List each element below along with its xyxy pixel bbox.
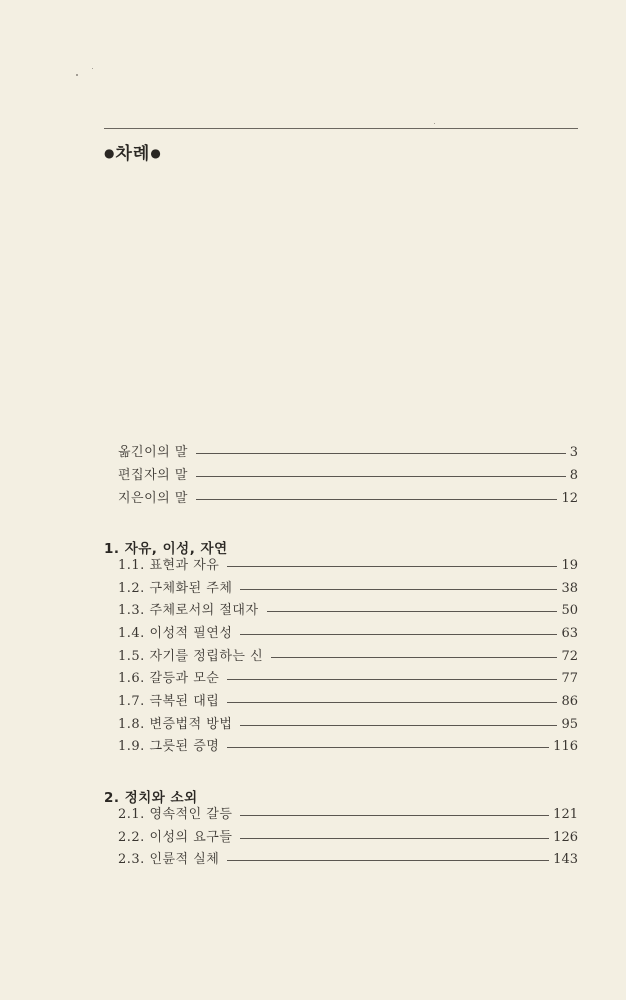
toc-entry-title: 1.7. 극복된 대립 [118, 694, 220, 709]
toc-entry[interactable] [118, 466, 578, 486]
toc-entry-title: 편집자의 말 [118, 468, 188, 483]
part-title[interactable]: 2. 정치와 소외 [104, 790, 198, 806]
toc-entry-page: 116 [553, 739, 578, 754]
toc-entry[interactable] [118, 624, 578, 644]
toc-entry-page: 19 [561, 558, 578, 573]
dot-leader [196, 476, 566, 477]
toc-entry-page: 8 [569, 468, 578, 483]
toc-entry[interactable] [118, 443, 578, 463]
dot-leader [267, 611, 558, 612]
bullet-left-icon: ● [104, 146, 116, 160]
toc-entry[interactable] [118, 828, 578, 848]
top-rule [104, 128, 578, 129]
dot-leader [227, 747, 549, 748]
dot-leader [227, 860, 549, 861]
toc-entry-page: 126 [553, 830, 578, 845]
toc-entry-title: 1.6. 갈등과 모순 [118, 671, 220, 686]
toc-entry-title: 2.3. 인륜적 실체 [118, 852, 220, 867]
toc-entry-title: 1.3. 주체로서의 절대자 [118, 603, 259, 618]
toc-entry[interactable] [118, 737, 578, 757]
dot-leader [240, 634, 557, 635]
toc-entry-page: 50 [561, 603, 578, 618]
dot-leader [271, 657, 557, 658]
toc-entry-page: 3 [569, 445, 578, 460]
toc-entry[interactable] [118, 692, 578, 712]
toc-entry[interactable] [118, 601, 578, 621]
toc-entry-page: 95 [561, 717, 578, 732]
toc-entry[interactable] [118, 715, 578, 735]
toc-entry-page: 143 [553, 852, 578, 867]
toc-entry-title: 1.9. 그릇된 증명 [118, 739, 220, 754]
dot-leader [196, 499, 558, 500]
part-title[interactable]: 1. 자유, 이성, 자연 [104, 541, 228, 557]
dot-leader [240, 725, 557, 726]
toc-entry-title: 1.1. 표현과 자유 [118, 558, 220, 573]
toc-entry-page: 38 [561, 581, 578, 596]
toc-entry-page: 72 [561, 649, 578, 664]
toc-heading [104, 139, 162, 164]
paper-speck [92, 68, 93, 69]
toc-entry[interactable] [118, 805, 578, 825]
toc-entry[interactable] [118, 556, 578, 576]
toc-entry-title: 2.1. 영속적인 갈등 [118, 807, 233, 822]
toc-entry[interactable] [118, 579, 578, 599]
dot-leader [240, 589, 557, 590]
toc-entry[interactable] [118, 850, 578, 870]
toc-entry[interactable] [118, 669, 578, 689]
toc-entry-title: 1.8. 변증법적 방법 [118, 717, 233, 732]
toc-entry-page: 63 [561, 626, 578, 641]
paper-speck [434, 123, 435, 124]
dot-leader [227, 702, 557, 703]
toc-heading-text: 차례 [115, 144, 151, 164]
dot-leader [227, 566, 557, 567]
toc-entry-title: 1.2. 구체화된 주체 [118, 581, 233, 596]
dot-leader [196, 453, 566, 454]
dot-leader [227, 679, 557, 680]
toc-entry-page: 121 [553, 807, 578, 822]
toc-entry-page: 12 [561, 491, 578, 506]
toc-entry[interactable] [118, 647, 578, 667]
toc-entry-title: 옮긴이의 말 [118, 445, 188, 460]
toc-entry-title: 1.4. 이성적 필연성 [118, 626, 233, 641]
toc-entry-title: 2.2. 이성의 요구들 [118, 830, 233, 845]
toc-entry[interactable] [118, 489, 578, 509]
toc-entry-title: 지은이의 말 [118, 491, 188, 506]
toc-entry-page: 77 [561, 671, 578, 686]
paper-speck [76, 74, 78, 76]
dot-leader [240, 815, 549, 816]
dot-leader [240, 838, 549, 839]
toc-entry-title: 1.5. 자기를 정립하는 신 [118, 649, 264, 664]
bullet-right-icon: ● [150, 146, 162, 160]
toc-entry-page: 86 [561, 694, 578, 709]
